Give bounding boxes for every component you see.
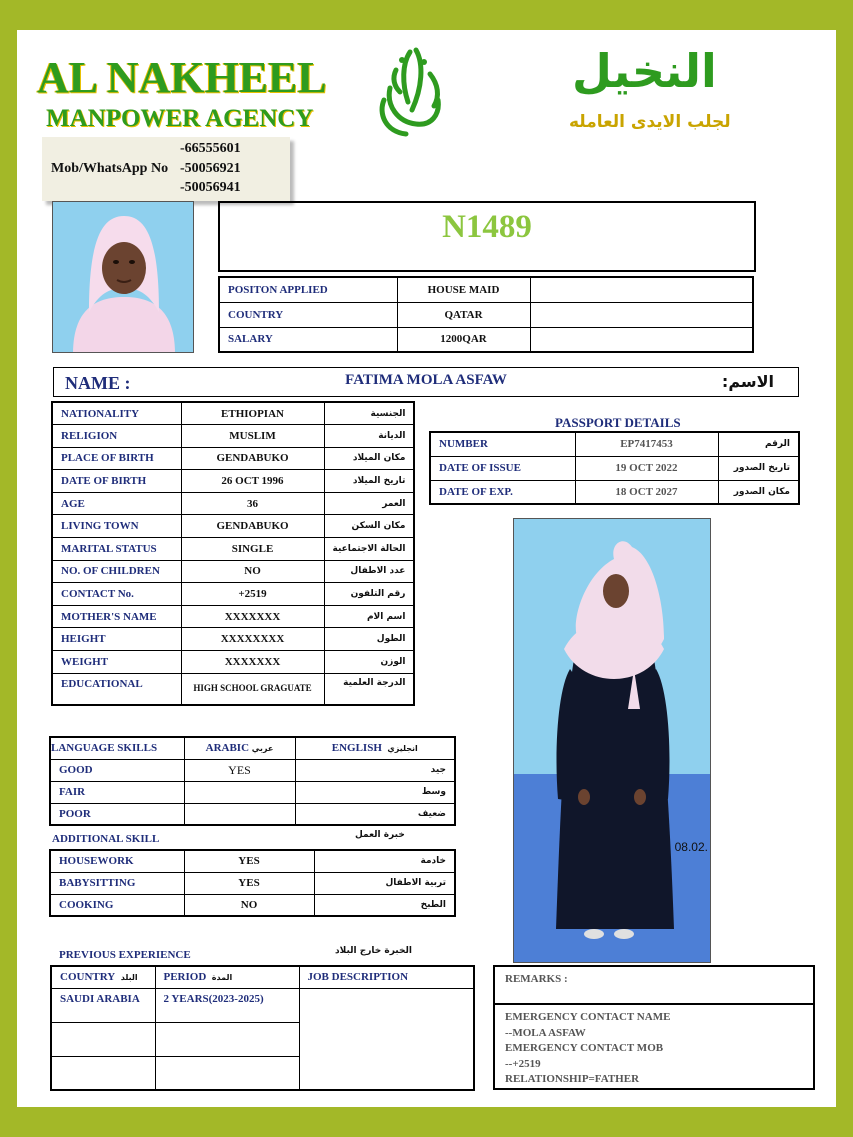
info-label: PLACE OF BIRTH [52,447,181,470]
info-label-arabic: عدد الاطفال [324,560,414,583]
phone-label: Mob/WhatsApp No [51,161,169,176]
palm-calligraphy-logo-icon [372,44,447,140]
remark-line: RELATIONSHIP=FATHER [505,1073,640,1085]
language-level-arabic: وسط [295,781,455,803]
remark-line: --+2519 [505,1057,541,1070]
experience-period: 2 YEARS(2023-2025) [155,988,299,1022]
table-row [50,759,455,781]
info-value: GENDABUKO [181,447,324,470]
table-row [430,456,799,480]
name-label: NAME : [65,373,131,393]
passport-label-arabic: مكان الصدور [718,480,799,504]
info-label: LIVING TOWN [52,515,181,538]
remark-line: EMERGENCY CONTACT NAME [505,1011,671,1023]
table-row [52,492,414,515]
info-label-arabic: رقم التلفون [324,583,414,606]
job-description-cell [299,988,474,1090]
language-level-label: FAIR [50,781,184,803]
info-label: MOTHER'S NAME [52,605,181,628]
name-label-arabic: الاسم: [721,372,774,391]
language-skills-label: LANGUAGE SKILLS [50,737,184,759]
table-row [52,538,414,561]
arabic-level-value: YES [184,759,295,781]
arabic-column-label-arabic: عربي [251,744,274,754]
table-row [50,781,455,803]
arabic-level-value [184,803,295,825]
arabic-column-header [184,737,295,759]
remarks-box [493,965,815,1090]
language-level-arabic: جيد [295,759,455,781]
passport-value: 18 OCT 2027 [575,480,718,504]
passport-label: NUMBER [430,432,575,456]
passport-title: PASSPORT DETAILS [555,415,681,430]
info-value: XXXXXXXX [181,628,324,651]
table-row [52,673,414,705]
cv-page [17,30,836,1107]
language-level-label: POOR [50,803,184,825]
position-table [218,276,754,353]
country-value: QATAR [397,302,530,327]
empty-cell [155,1056,299,1090]
salary-empty [530,327,753,352]
full-length-photo [513,518,711,963]
previous-experience-table [50,965,475,1091]
info-label: NATIONALITY [52,402,181,425]
table-row [50,850,455,872]
info-label: DATE OF BIRTH [52,470,181,493]
skill-label-arabic: خادمة [314,850,455,872]
table-row [219,277,753,302]
table-row [52,628,414,651]
name-bar [53,367,799,397]
period-column-label-arabic: المدة [211,973,233,982]
table-row [52,425,414,448]
passport-table [429,431,800,505]
info-label-arabic: مكان الميلاد [324,447,414,470]
info-label: CONTACT No. [52,583,181,606]
table-row [52,402,414,425]
passport-label-arabic: الرقم [718,432,799,456]
info-value: 36 [181,492,324,515]
info-label-arabic: الوزن [324,651,414,674]
full-name: FATIMA MOLA ASFAW [345,372,507,388]
language-level-arabic: ضعيف [295,803,455,825]
period-column-label: PERIOD [163,971,207,983]
table-row [52,583,414,606]
skill-label: HOUSEWORK [50,850,184,872]
period-column-header [155,966,299,988]
table-row [50,803,455,825]
english-column-header [295,737,455,759]
info-label: RELIGION [52,425,181,448]
info-label-arabic: الحالة الاجتماعية [324,538,414,561]
table-row [219,302,753,327]
skill-value: NO [184,894,314,916]
phone-number-1: -66555601 [180,141,241,156]
passport-label: DATE OF ISSUE [430,456,575,480]
info-value: XXXXXXX [181,605,324,628]
skill-label: COOKING [50,894,184,916]
skill-value: YES [184,872,314,894]
info-value: ETHIOPIAN [181,402,324,425]
info-label-arabic: الدرجة العلمية [324,673,414,705]
table-row [50,737,455,759]
info-label: AGE [52,492,181,515]
passport-value: 19 OCT 2022 [575,456,718,480]
info-label: NO. OF CHILDREN [52,560,181,583]
info-value: GENDABUKO [181,515,324,538]
info-label-arabic: تاريخ الميلاد [324,470,414,493]
brand-subtitle: MANPOWER AGENCY [46,105,314,132]
empty-cell [51,1022,155,1056]
info-label-arabic: الديانة [324,425,414,448]
photo-stamp: 08.02. [674,840,708,854]
empty-cell [155,1022,299,1056]
table-row [51,988,474,1022]
language-skills-table [49,736,456,826]
skill-label-arabic: الطبخ [314,894,455,916]
info-label-arabic: العمر [324,492,414,515]
info-value: MUSLIM [181,425,324,448]
info-value: NO [181,560,324,583]
skill-label-arabic: تربية الاطفال [314,872,455,894]
position-label: POSITON APPLIED [219,277,397,302]
info-value: 26 OCT 1996 [181,470,324,493]
table-row [430,480,799,504]
remark-line: --MOLA ASFAW [505,1026,586,1039]
remark-line: EMERGENCY CONTACT MOB [505,1042,664,1054]
arabic-column-label: ARABIC [205,742,250,755]
personal-info-table [51,401,415,706]
remarks-label: REMARKS : [495,967,813,1005]
table-row [50,894,455,916]
experience-country: SAUDI ARABIA [51,988,155,1022]
table-row [50,872,455,894]
additional-skill-title: ADDITIONAL SKILL [52,833,160,845]
info-value: HIGH SCHOOL GRAGUATE [181,673,324,705]
additional-skills-table [49,849,456,917]
info-label: EDUCATIONAL [52,673,181,705]
salary-value: 1200QAR [397,327,530,352]
additional-skill-title-arabic: خبرة العمل [355,830,405,840]
phone-number-2: -50056921 [180,161,241,176]
info-label: WEIGHT [52,651,181,674]
country-column-label-arabic: البلد [120,973,138,982]
reference-number: N1489 [442,209,532,245]
info-value: XXXXXXX [181,651,324,674]
language-level-label: GOOD [50,759,184,781]
job-column-header: JOB DESCRIPTION [299,966,474,988]
passport-label: DATE OF EXP. [430,480,575,504]
table-row [52,447,414,470]
english-column-label-arabic: انجليزي [387,744,418,754]
position-empty [530,277,753,302]
country-column-header [51,966,155,988]
arabic-title: النخيل [572,44,717,98]
portrait-photo [52,201,194,353]
salary-label: SALARY [219,327,397,352]
table-row [219,327,753,352]
info-label-arabic: الجنسية [324,402,414,425]
info-label-arabic: اسم الام [324,605,414,628]
table-row [52,560,414,583]
emergency-contact [505,1010,670,1088]
info-label: MARITAL STATUS [52,538,181,561]
previous-experience-title-arabic: الخبرة خارج البلاد [335,946,412,956]
previous-experience-title: PREVIOUS EXPERIENCE [59,949,191,961]
country-label: COUNTRY [219,302,397,327]
skill-value: YES [184,850,314,872]
arabic-level-value [184,781,295,803]
info-value: SINGLE [181,538,324,561]
passport-label-arabic: تاريخ الصدور [718,456,799,480]
english-column-label: ENGLISH [331,742,382,755]
info-label-arabic: مكان السكن [324,515,414,538]
position-value: HOUSE MAID [397,277,530,302]
reference-number-box [218,201,756,272]
country-column-label: COUNTRY [60,971,116,983]
phone-number-3: -50056941 [180,180,241,195]
skill-label: BABYSITTING [50,872,184,894]
passport-value: EP7417453 [575,432,718,456]
empty-cell [51,1056,155,1090]
table-row [52,651,414,674]
phone-box [42,137,290,201]
table-row [52,605,414,628]
table-row [52,470,414,493]
info-label-arabic: الطول [324,628,414,651]
table-row [52,515,414,538]
brand-name: AL NAKHEEL [37,53,327,102]
info-value: +2519 [181,583,324,606]
table-row [51,966,474,988]
table-row [430,432,799,456]
country-empty [530,302,753,327]
info-label: HEIGHT [52,628,181,651]
arabic-subtitle: لجلب الايدى العامله [569,112,731,132]
